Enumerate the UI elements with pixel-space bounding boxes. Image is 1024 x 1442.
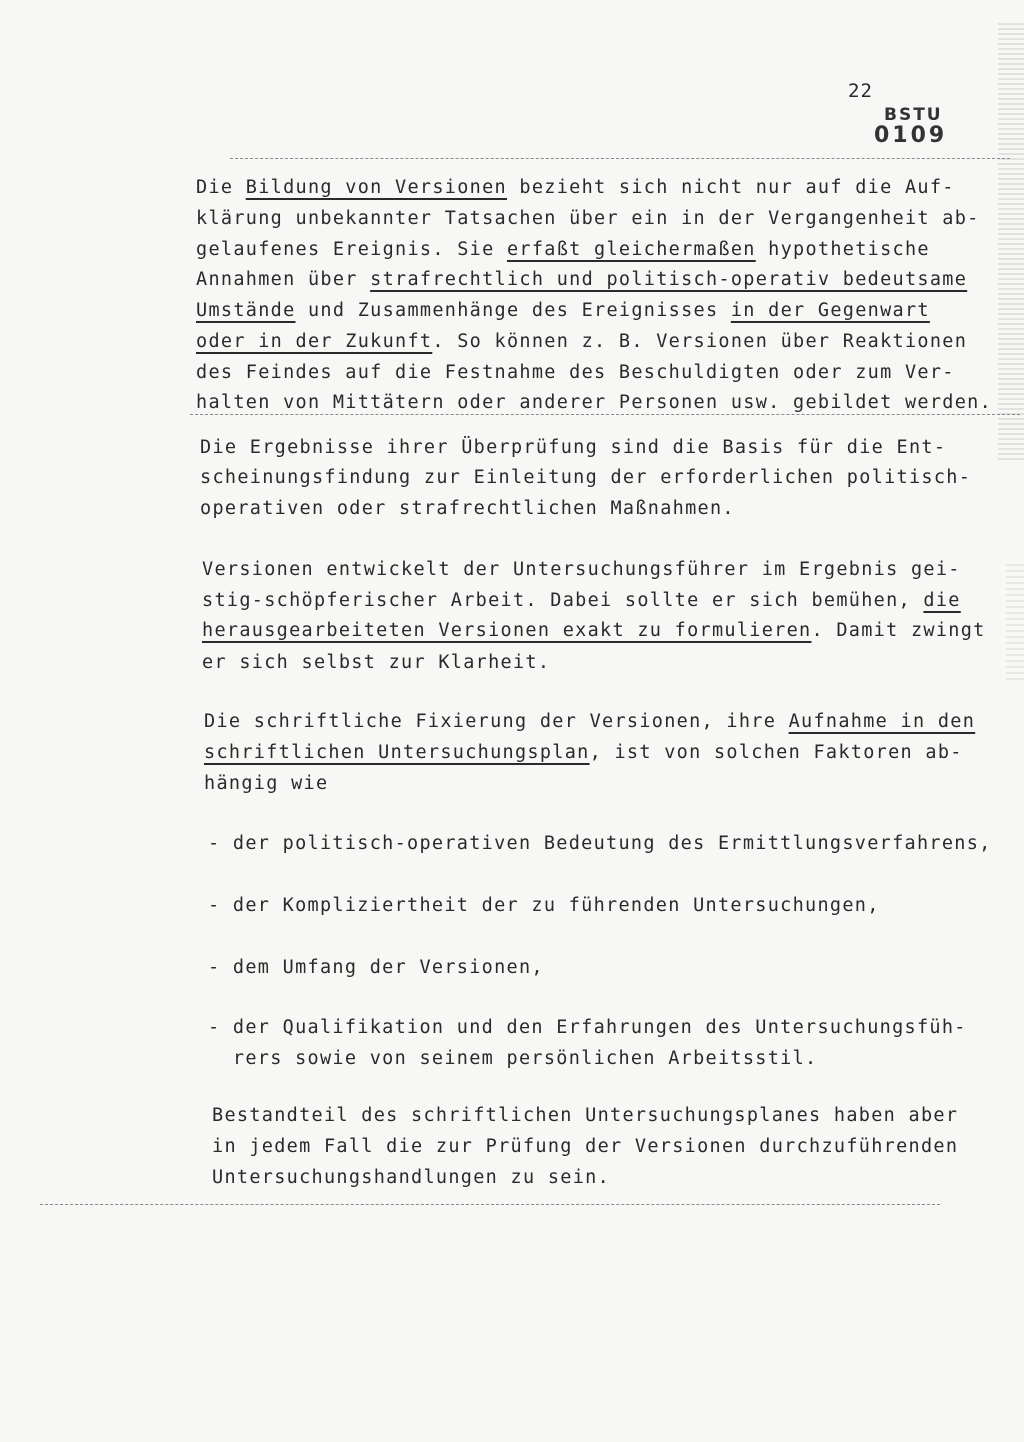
text-line [202,619,986,643]
underlined-phrase: herausgearbeiteten Versionen exakt zu formulieren [202,620,812,641]
text-run: Versionen entwickelt der Untersuchungsführer im Ergebnis gei- [202,559,961,580]
underlined-phrase: schriftlichen Untersuchungsplan [204,742,590,763]
text-line [196,207,980,231]
text-run: hängig wie [204,773,329,794]
text-line [208,894,880,918]
text-run: hypothetische [755,239,930,260]
text-line [208,956,544,980]
underlined-phrase: Bildung von Versionen [245,177,507,198]
page-number: 22 [848,80,873,102]
text-run: klärung unbekannter Tatsachen über ein in der Vergangenheit ab- [196,208,980,229]
archive-stamp [874,105,964,148]
text-line [196,330,967,354]
underlined-phrase: strafrechtlich und politisch-operativ bedeutsame [370,269,968,290]
text-run: halten von Mittätern oder anderer Personen usw. gebildet werden. [196,392,993,413]
underlined-phrase: die [923,590,961,611]
text-run: - dem Umfang der Versionen, [208,957,544,978]
divider-top [230,158,1010,159]
text-run: . So können z. B. Versionen über Reaktionen [432,331,968,352]
text-line [212,1104,958,1128]
text-line [208,1016,967,1040]
text-run: Die [196,177,246,198]
text-run: Bestandteil des schriftlichen Untersuchungsplanes haben aber [212,1105,959,1126]
text-line [202,651,550,675]
text-run: scheinungsfindung zur Einleitung der erforderlichen politisch- [200,467,972,488]
text-run: des Feindes auf die Festnahme des Beschuldigten oder zum Ver- [196,362,955,383]
text-line [196,299,930,323]
text-line [196,176,955,200]
underlined-phrase: Umstände [196,300,296,321]
text-run: gelaufenes Ereignis. Sie [196,239,507,260]
divider-bottom [40,1204,940,1205]
text-line [208,1047,817,1071]
scan-edge-artifact [998,20,1024,460]
text-run: . Damit zwingt [811,620,986,641]
underlined-phrase: erfaßt gleichermaßen [506,239,756,260]
stamp-label: BSTU [884,105,943,125]
underlined-phrase: in der Gegenwart [730,300,930,321]
text-line [200,466,971,490]
text-line [204,772,328,796]
text-run: , ist von solchen Faktoren ab- [589,742,963,763]
stamp-number: 0109 [874,123,948,148]
text-line [208,832,992,856]
text-line [202,558,961,582]
underlined-phrase: Aufnahme in den [788,711,976,732]
text-line [200,436,946,460]
text-line [196,238,930,262]
text-line [200,497,735,521]
text-line [196,391,992,415]
text-line [196,268,967,292]
scan-edge-artifact [1006,560,1024,680]
text-run: bezieht sich nicht nur auf die Auf- [506,177,955,198]
text-run: und Zusammenhänge des Ereignisses [295,300,731,321]
underlined-phrase: oder in der Zukunft [196,331,433,352]
text-line [204,710,975,734]
text-line [204,741,963,765]
text-line [212,1166,610,1190]
text-line [202,589,961,613]
text-line [196,361,955,385]
text-run: er sich selbst zur Klarheit. [202,652,551,673]
text-run: - der politisch-operativen Bedeutung des Ermittlungsverfahrens, [208,833,992,854]
text-run: operativen oder strafrechtlichen Maßnahmen. [200,498,735,519]
text-run: stig-schöpferischer Arbeit. Dabei sollte er sich bemühen, [202,590,924,611]
text-run: Die schriftliche Fixierung der Versionen, ihre [204,711,789,732]
text-run: rers sowie von seinem persönlichen Arbeitsstil. [208,1048,818,1069]
text-line [212,1135,958,1159]
text-run: in jedem Fall die zur Prüfung der Versionen durchzuführenden [212,1136,959,1157]
text-run: Die Ergebnisse ihrer Überprüfung sind die Basis für die Ent- [200,437,947,458]
text-run: - der Kompliziertheit der zu führenden Untersuchungen, [208,895,880,916]
text-run: - der Qualifikation und den Erfahrungen des Untersuchungsfüh- [208,1017,967,1038]
text-run: Untersuchungshandlungen zu sein. [212,1167,611,1188]
text-run: Annahmen über [196,269,371,290]
